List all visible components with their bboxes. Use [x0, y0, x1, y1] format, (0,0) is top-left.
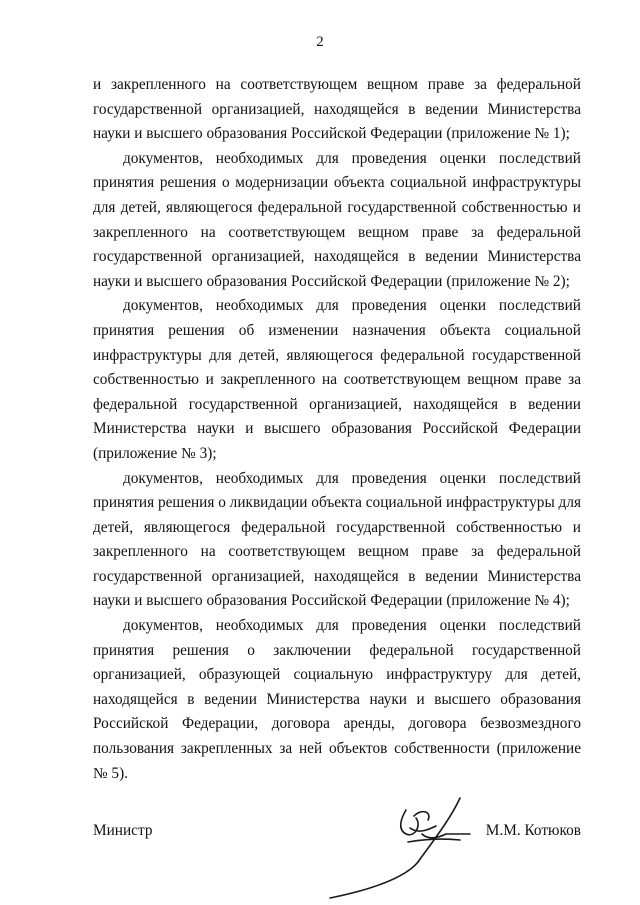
- page-number: 2: [316, 34, 324, 50]
- signer-title: Министр: [93, 822, 153, 839]
- paragraph-3: документов, необходимых для проведения оценки последствий принятия решения об изменении назначения объекта социальной инфраструктуры для детей, являющегося федеральной государственной собственностью и закрепленного на соответствующем вещном праве за федеральной государственной организацией, находящейся в ведении Министерства науки и высшего образования Российской Федерации (приложение № 3);: [93, 297, 581, 462]
- signer-name: М.М. Котюков: [485, 822, 581, 839]
- paragraph-2: документов, необходимых для проведения оценки последствий принятия решения о модернизации объекта социальной инфраструктуры для детей, являющегося федеральной государственной собственностью и закрепленного на соответствующем вещном праве за федеральной государственной организацией, находящейся в ведении Министерства науки и высшего образования Российской Федерации (приложение № 2);: [93, 149, 581, 290]
- handwritten-signature: [310, 790, 500, 900]
- paragraph-1: и закрепленного на соответствующем вещном праве за федеральной государственной организацией, находящейся в ведении Министерства науки и высшего образования Российской Федерации (приложение № 1);: [93, 76, 581, 143]
- document-body: [93, 73, 581, 786]
- paragraph-4: документов, необходимых для проведения оценки последствий принятия решения о ликвидации объекта социальной инфраструктуры для детей, являющегося федеральной государственной собственностью и закрепленного на соответствующем вещном праве за федеральной государственной организацией, находящейся в ведении Министерства науки и высшего образования Российской Федерации (приложение № 4);: [93, 469, 581, 610]
- paragraph-5: документов, необходимых для проведения оценки последствий принятия решения о заключении федеральной государственной организацией, образующей социальную инфраструктуру для детей, находящейся в ведении Министерства науки и высшего образования Российской Федерации, договора аренды, договора безвозмездного пользования закрепленных за ней объектов собственности (приложение № 5).: [93, 617, 581, 782]
